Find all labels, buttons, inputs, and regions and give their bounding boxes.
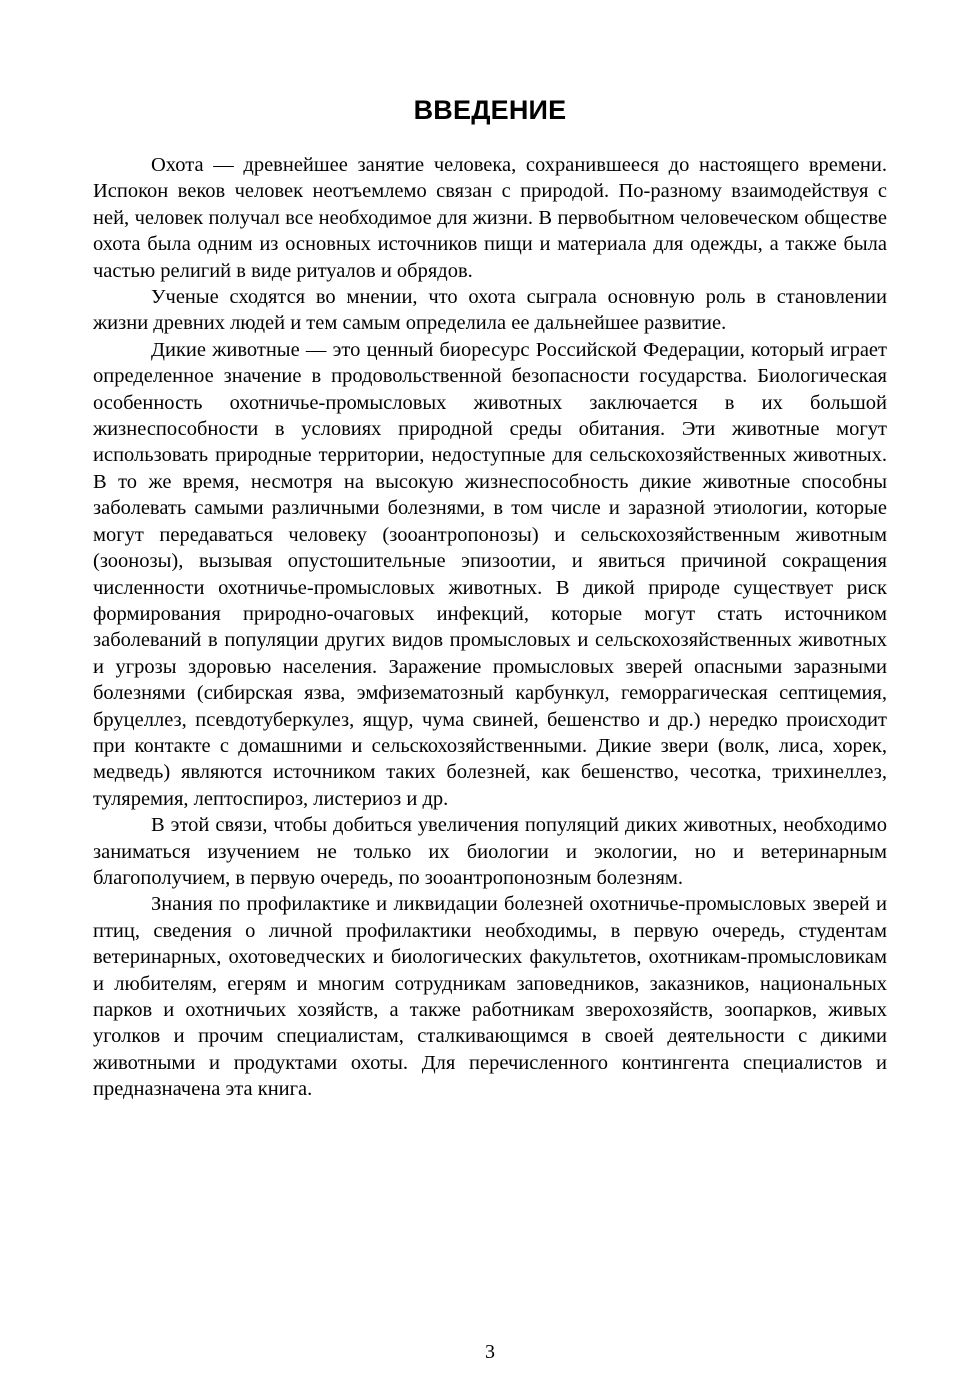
page-number: 3: [485, 1341, 495, 1363]
chapter-title: ВВЕДЕНИЕ: [413, 95, 567, 125]
paragraph-5: Знания по профилактике и ликвидации болезней охотничье-промысловых зверей и птиц, сведения о личной профилактики необходимы, в первую очередь, студентам ветеринарных, охотоведческих и биологических факультетов, охотникам-промысловикам и любителям, егерям и многим сотрудникам заповедников, заказников, национальных парков и охотничьих хозяйств, а также работникам зверохозяйств, зоопарков, живых уголков и прочим специалистам, сталкивающимся в своей деятельности с дикими животными и продуктами охоты. Для перечисленного контингента специалистов и предназначена эта книга.: [93, 893, 887, 1101]
paragraph-4: В этой связи, чтобы добиться увеличения популяций диких животных, необходимо заниматься изучением не только их биологии и экологии, но и ветеринарным благополучием, в первую очередь, по зооантропонозным болезням.: [93, 814, 887, 889]
document-page: [93, 94, 887, 1103]
paragraph-2: Ученые сходятся во мнении, что охота сыграла основную роль в становлении жизни древних людей и тем самым определила ее дальнейшее развитие.: [93, 286, 887, 335]
paragraph-3: Дикие животные — это ценный биоресурс Российской Федерации, который играет определенное значение в продовольственной безопасности государства. Биологическая особенность охотничье-промысловых животных заключается в их большой жизнеспособности в условиях природной среды обитания. Эти животные могут использовать природные территории, недоступные для сельскохозяйственных животных. В то же время, несмотря на высокую жизнеспособность дикие животные способны заболевать самыми различными болезнями, в том числе и заразной этиологии, которые могут передаваться человеку (зооантропонозы) и сельскохозяйственным животным (зоонозы), вызывая опустошительные эпизоотии, и явиться причиной сокращения численности охотничье-промысловых животных. В дикой природе существует риск формирования природно-очаговых инфекций, которые могут стать источником заболеваний в популяции других видов промысловых и сельскохозяйственных животных и угрозы здоровью населения. Заражение промысловых зверей опасными заразными болезнями (сибирская язва, эмфизематозный карбункул, геморрагическая септицемия, бруцеллез, псевдотуберкулез, ящур, чума свиней, бешенство и др.) нередко происходит при контакте с домашними и сельскохозяйственными. Дикие звери (волк, лиса, хорек, медведь) являются источником таких болезней, как бешенство, чесотка, трихинеллез, туляремия, лептоспироз, листериоз и др.: [93, 338, 887, 810]
paragraph-1: Охота — древнейшее занятие человека, сохранившееся до настоящего времени. Испокон веков человек неотъемлемо связан с природой. По-разному взаимодействуя с ней, человек получал все необходимое для жизни. В первобытном человеческом обществе охота была одним из основных источников пищи и материала для одежды, а также была частью религий в виде ритуалов и обрядов.: [93, 154, 887, 282]
